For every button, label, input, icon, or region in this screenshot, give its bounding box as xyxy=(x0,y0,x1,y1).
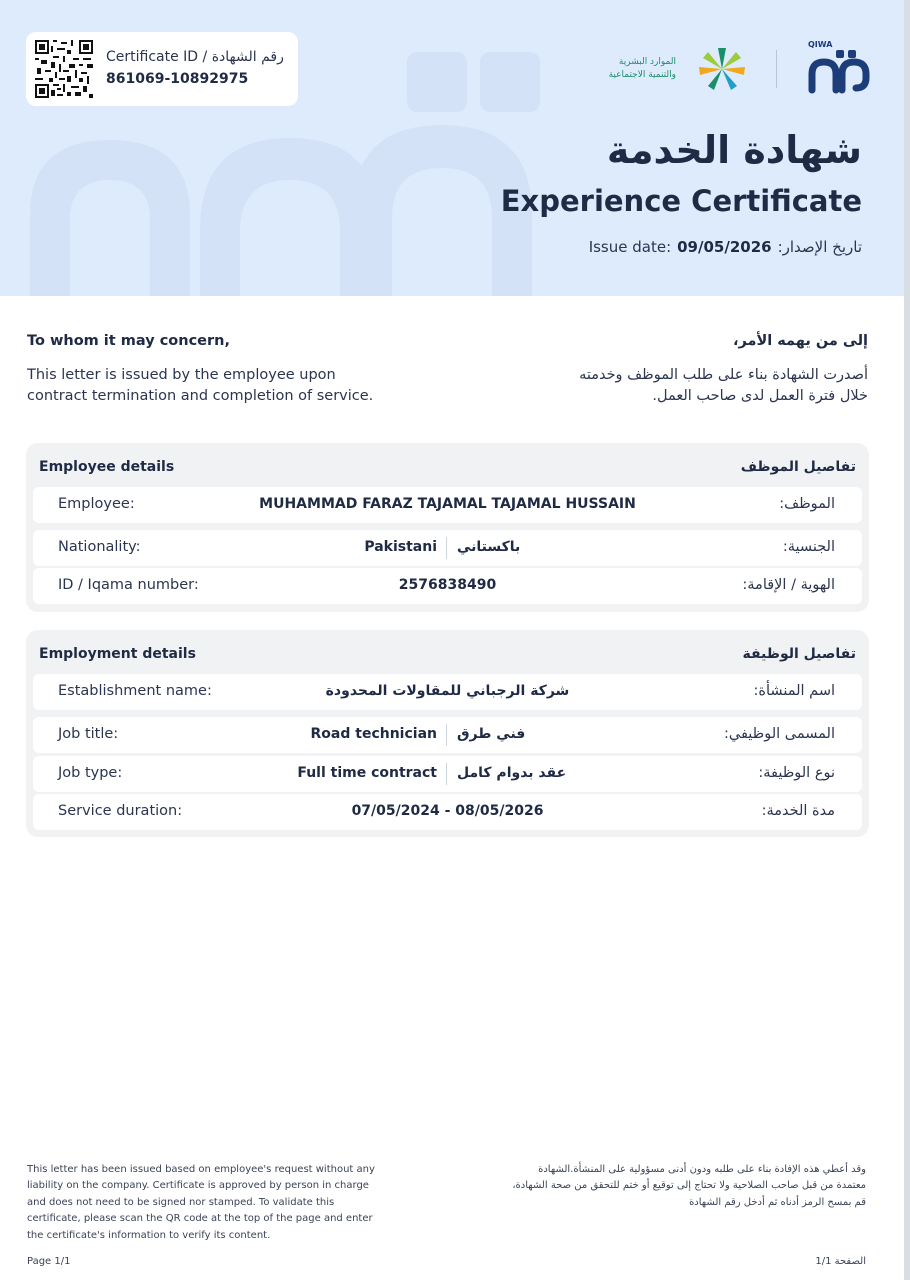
row-label-english: Service duration: xyxy=(58,803,183,819)
issue-date-value: 09/05/2026 xyxy=(677,238,772,256)
issue-date-line xyxy=(589,238,862,256)
hrsd-logo xyxy=(596,44,748,94)
row-label-arabic: الجنسية: xyxy=(782,539,835,555)
qiwa-logo-word: QIWA xyxy=(808,40,833,49)
job-type-row xyxy=(33,756,862,792)
job-title-row xyxy=(33,717,862,753)
greeting-english: To whom it may concern, xyxy=(27,333,230,349)
logo-divider xyxy=(776,50,777,88)
certificate-id-box xyxy=(26,32,298,106)
employee-name-row xyxy=(33,487,862,523)
certificate-id-label: Certificate ID / رقم الشهادة xyxy=(106,49,284,65)
employment-details-section xyxy=(26,630,869,837)
section-title-english: Employee details xyxy=(39,459,175,475)
nationality-value-arabic: باكستاني xyxy=(457,539,521,555)
footer-disclaimer-arabic: وقد أعطي هذه الإفادة بناء على طلبه ودون أدنى مسؤولية على المنشأة.الشهادة معتمدة من قبل صاحب الصلاحية ولا تحتاج إلى توقيع أو ختم للتحقق من صحة الشهادة، قم بمسح الرمز أدناه ثم أدخل رقم الشهادة xyxy=(512,1164,866,1208)
issue-date-label-ar: تاريخ الإصدار: xyxy=(777,238,862,256)
establishment-row xyxy=(33,674,862,710)
qiwa-logo xyxy=(806,40,870,96)
title-english: Experience Certificate xyxy=(500,184,862,218)
row-label-english: Job type: xyxy=(58,765,123,781)
nationality-row xyxy=(33,530,862,566)
page-number-english: Page 1/1 xyxy=(27,1256,71,1267)
section-title-arabic: تفاصيل الوظيفة xyxy=(742,646,856,662)
certificate-id-value: 861069-10892975 xyxy=(106,71,249,87)
hrsd-logo-text-line1: الموارد البشرية xyxy=(618,57,676,67)
value-divider xyxy=(446,724,447,746)
employee-details-section xyxy=(26,443,869,612)
intro-text-arabic: أصدرت الشهادة بناء على طلب الموظف وخدمته خلال فترة العمل لدى صاحب العمل. xyxy=(579,367,868,404)
issue-date-label-en: Issue date: xyxy=(588,238,672,256)
iqama-number-value: 2576838490 xyxy=(398,577,497,593)
job-type-value-arabic: عقد بدوام كامل xyxy=(457,765,567,781)
section-title-arabic: تفاصيل الموظف xyxy=(740,459,856,475)
service-duration-value: 07/05/2024 - 08/05/2026 xyxy=(351,803,544,819)
service-duration-row xyxy=(33,794,862,830)
iqama-row xyxy=(33,568,862,604)
establishment-name-value: شركة الرجباني للمقاولات المحدودة xyxy=(325,683,570,699)
row-label-arabic: نوع الوظيفة: xyxy=(758,765,835,781)
greeting-arabic: إلى من يهمه الأمر، xyxy=(732,333,868,349)
row-label-arabic: الموظف: xyxy=(779,496,835,512)
value-divider xyxy=(446,763,447,785)
hrsd-logo-text-line2: والتنمية الاجتماعية xyxy=(608,70,676,80)
row-label-english: Job title: xyxy=(58,726,119,742)
section-title-english: Employment details xyxy=(39,646,196,662)
qr-code-icon[interactable] xyxy=(35,40,93,98)
page-edge xyxy=(904,0,910,1280)
footer-disclaimer-english: This letter has been issued based on employee's request without any liability on the company. Certificate is approved by person in charge and does not need to be signed nor stamped. To validate this certificate, please scan the QR code at the top of the page and enter the certificate's information to verify its content. xyxy=(27,1164,375,1241)
row-label-english: Nationality: xyxy=(58,539,141,555)
row-label-arabic: اسم المنشأة: xyxy=(753,683,835,699)
row-label-arabic: مدة الخدمة: xyxy=(761,803,835,819)
palm-star-icon xyxy=(696,46,748,92)
job-title-value-arabic: فني طرق xyxy=(457,726,526,742)
page-number-arabic: الصفحة 1/1 xyxy=(815,1256,866,1267)
row-label-english: Employee: xyxy=(58,496,135,512)
certificate-header xyxy=(0,0,904,296)
job-type-value-english: Full time contract xyxy=(297,765,437,781)
value-divider xyxy=(446,537,447,559)
nationality-value-english: Pakistani xyxy=(364,539,437,555)
row-label-english: Establishment name: xyxy=(58,683,212,699)
row-label-arabic: الهوية / الإقامة: xyxy=(742,577,835,593)
employee-name-value: MUHAMMAD FARAZ TAJAMAL TAJAMAL HUSSAIN xyxy=(259,496,636,512)
qiwa-logo-icon xyxy=(806,50,870,96)
row-label-english: ID / Iqama number: xyxy=(58,577,199,593)
row-label-arabic: المسمى الوظيفي: xyxy=(723,726,835,742)
job-title-value-english: Road technician xyxy=(310,726,437,742)
intro-text-english: This letter is issued by the employee upon contract termination and completion of service. xyxy=(27,367,374,404)
title-arabic: شهادة الخدمة xyxy=(606,128,862,172)
